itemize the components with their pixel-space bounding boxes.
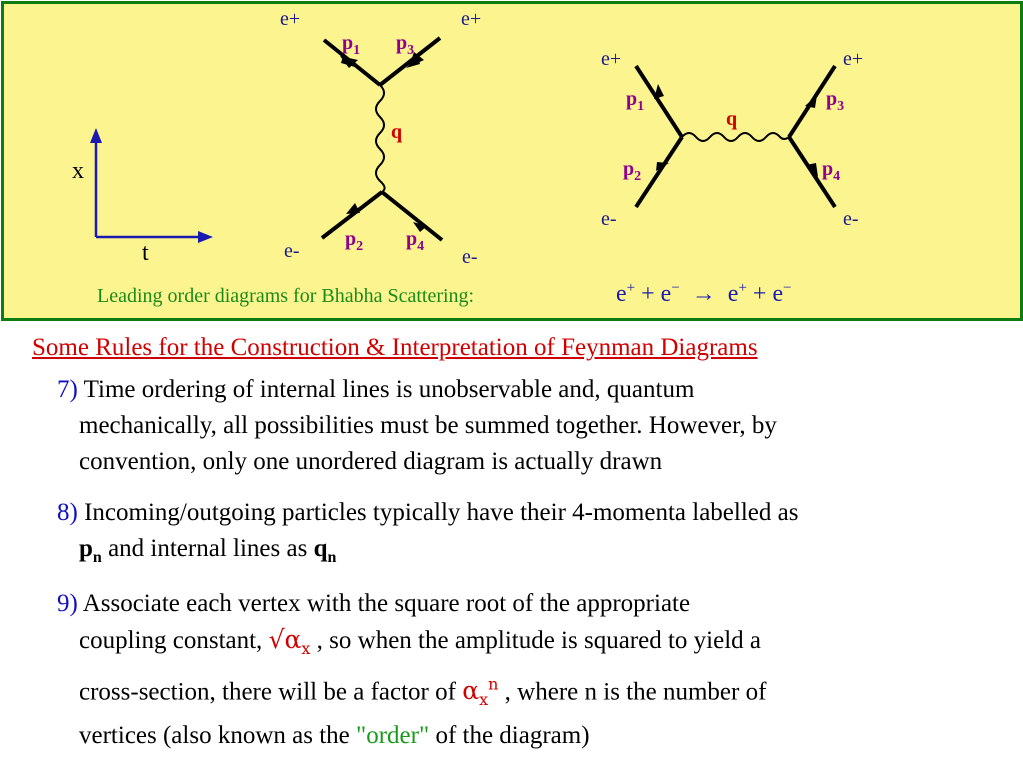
rule-number: 7) — [57, 376, 78, 403]
page-heading: Some Rules for the Construction & Interpretation of Feynman Diagrams — [32, 334, 758, 361]
s-top-left-label: e+ — [601, 48, 622, 70]
t-p2-label: $p_2$ — [345, 228, 364, 254]
t-axis-label: t — [142, 240, 149, 266]
t-p3-label: $p_3$ — [396, 32, 415, 58]
x-axis-label: x — [72, 158, 84, 184]
alpha-power-symbol: $\alpha_x^n$ — [462, 675, 499, 710]
t-top-right-label: e+ — [461, 8, 482, 30]
rule-9: 9) Associate each vertex with the square root of the appropriate coupling constant, $√\alpha_x$ , so when the amplitude is squared to yield a cross-section, there will be a factor of $\alpha_x^n$ , where n is the number of vertices (also known as the "order" of the diagram) — [57, 590, 767, 750]
t-channel-diagram — [322, 38, 442, 240]
s-p2-label: $p_2$ — [623, 158, 642, 184]
order-term: "order" — [356, 722, 430, 750]
rule-number: 9) — [57, 590, 78, 617]
t-bottom-left-label: e- — [284, 240, 300, 262]
s-p4-label: $p_4$ — [822, 158, 841, 184]
sqrt-alpha-symbol: $√\alpha_x$ — [268, 625, 311, 658]
s-q-label: q — [726, 108, 738, 130]
t-bottom-right-label: e- — [462, 246, 478, 268]
feynman-diagrams — [0, 0, 1023, 330]
t-p4-label: $p_4$ — [406, 228, 425, 254]
t-p1-label: $p_1$ — [342, 32, 361, 58]
s-bottom-right-label: e- — [843, 208, 859, 230]
s-channel-diagram — [636, 66, 835, 207]
reaction-equation: e+ + e− → e+ + e− — [616, 280, 792, 307]
rule-8: 8) Incoming/outgoing particles typically have their 4-momenta labelled as $p_n$ and internal lines as $q_n$ — [57, 499, 799, 566]
t-q-label: q — [391, 121, 403, 143]
q-n-symbol: $q_n$ — [313, 535, 337, 566]
s-p3-label: $p_3$ — [826, 88, 845, 114]
s-top-right-label: e+ — [843, 48, 864, 70]
p-n-symbol: $p_n$ — [79, 535, 102, 566]
t-top-left-label: e+ — [280, 8, 301, 30]
rule-number: 8) — [57, 499, 78, 526]
s-bottom-left-label: e- — [601, 208, 617, 230]
diagram-caption: Leading order diagrams for Bhabha Scattering: — [97, 285, 475, 307]
spacetime-axes — [90, 128, 213, 243]
rule-7: 7) Time ordering of internal lines is unobservable and, quantum mechanically, all possibilities must be summed together. However, by convention, only one unordered diagram is actually drawn — [57, 376, 777, 475]
s-p1-label: $p_1$ — [626, 88, 645, 114]
